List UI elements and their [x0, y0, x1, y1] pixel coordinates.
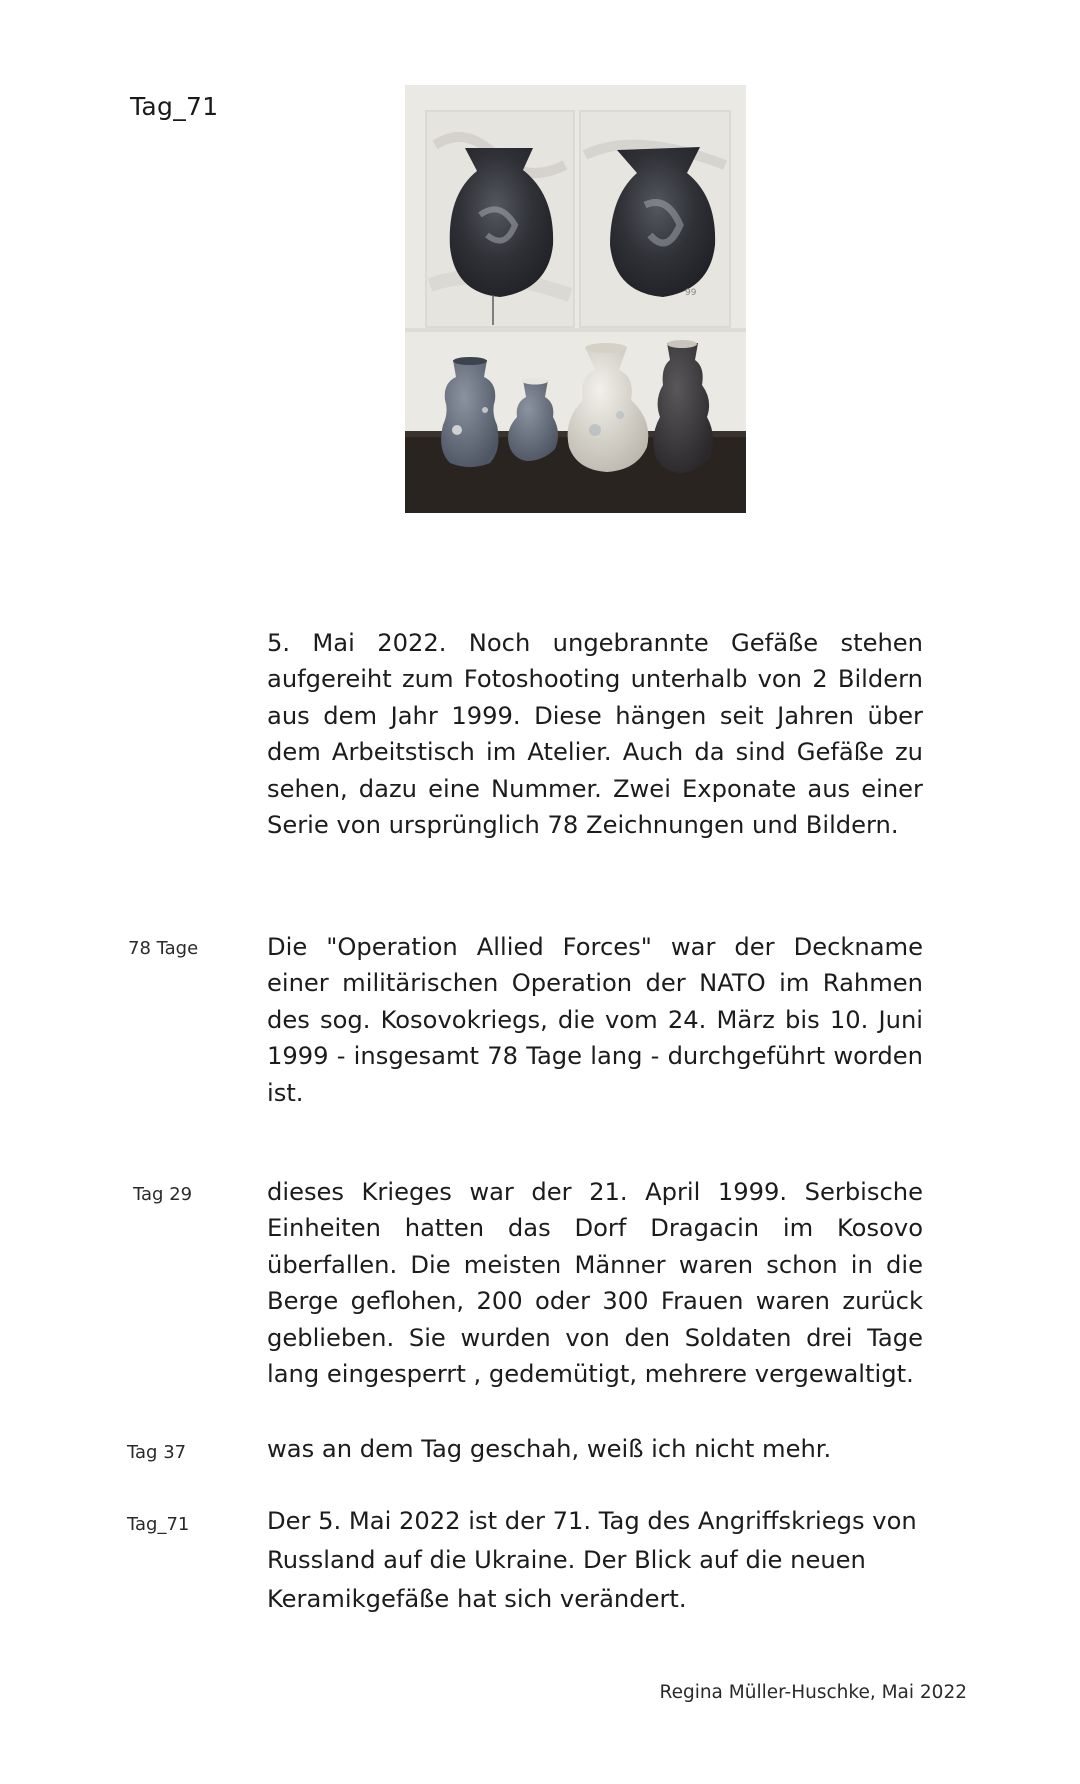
margin-label-78-tage: 78 Tage — [128, 938, 199, 959]
section-tag-71-text: Der 5. Mai 2022 ist der 71. Tag des Angriffskriegs von Russland auf die Ukraine. Der Blick auf die neuen Keramikgefäße hat sich verändert. — [267, 1507, 917, 1613]
page-day-label: Tag_71 — [130, 92, 219, 121]
section-tag-37-text: was an dem Tag geschah, weiß ich nicht mehr. — [267, 1435, 832, 1463]
section-intro-text: 5. Mai 2022. Noch ungebrannte Gefäße stehen aufgereiht zum Fotoshooting unterhalb von 2 Bildern aus dem Jahr 1999. Diese hängen seit Jahren über dem Arbeitstisch im Atelier. Auch da sind Gefäße zu sehen, dazu eine Nummer. Zwei Exponate aus einer Serie von ursprünglich 78 Zeichnungen und Bildern. — [267, 629, 923, 840]
artwork-photo-illustration — [405, 85, 746, 513]
artwork-photo — [405, 85, 746, 513]
section-tag-29-text: dieses Krieges war der 21. April 1999. Serbische Einheiten hatten das Dorf Dragacin im Kosovo überfallen. Die meisten Männer waren schon in die Berge geflohen, 200 oder 300 Frauen waren zurück geblieben. Sie wurden von den Soldaten drei Tage lang eingesperrt , gedemütigt, mehrere vergewaltigt. — [267, 1178, 923, 1389]
margin-label-tag-37: Tag 37 — [127, 1442, 187, 1463]
author-signature: Regina Müller-Huschke, Mai 2022 — [659, 1682, 967, 1703]
margin-label-tag-71: Tag_71 — [127, 1514, 190, 1535]
svg-text:99: 99 — [685, 288, 697, 298]
section-operation-text: Die "Operation Allied Forces" war der Deckname einer militärischen Operation der NATO im Rahmen des sog. Kosovokriegs, die vom 24. März bis 10. Juni 1999 - insgesamt 78 Tage lang - durchgeführt worden ist. — [267, 933, 923, 1107]
margin-label-tag-29: Tag 29 — [133, 1184, 193, 1205]
